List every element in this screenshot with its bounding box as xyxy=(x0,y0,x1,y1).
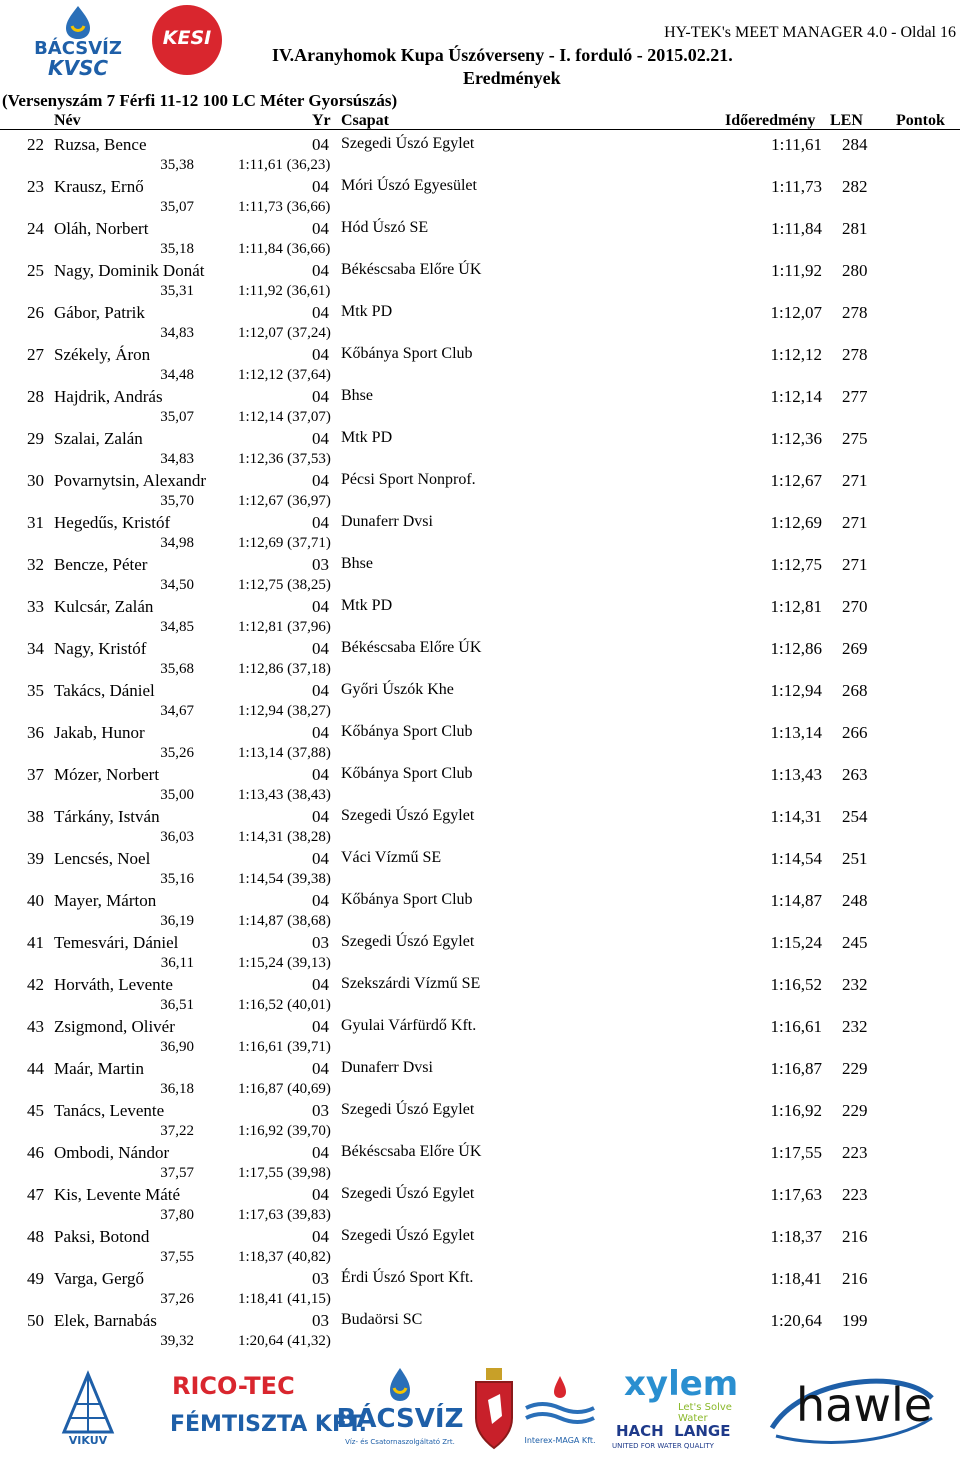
kvsc-wordmark: KVSC xyxy=(47,56,109,80)
final-time: 1:12,14 xyxy=(770,387,822,406)
birth-year: 04 xyxy=(312,1059,329,1078)
result-row xyxy=(0,1265,960,1307)
birth-year: 04 xyxy=(312,429,329,448)
place: 39 xyxy=(27,849,44,868)
place: 44 xyxy=(27,1059,44,1078)
split-100m: 1:16,52 (40,01) xyxy=(238,997,331,1013)
xylem-hach-lange-logo xyxy=(608,1364,758,1454)
kesi-wordmark: KESI xyxy=(162,27,212,49)
result-row xyxy=(0,887,960,929)
place: 50 xyxy=(27,1311,44,1330)
birth-year: 04 xyxy=(312,261,329,280)
split-50m: 35,07 xyxy=(160,199,194,215)
split-50m: 36,19 xyxy=(160,913,194,929)
place: 31 xyxy=(27,513,44,532)
team-name: Kőbánya Sport Club xyxy=(341,723,473,740)
team-name: Szegedi Úszó Egylet xyxy=(341,135,475,152)
team-name: Dunaferr Dvsi xyxy=(341,1059,433,1076)
birth-year: 03 xyxy=(312,1311,329,1330)
result-row xyxy=(0,1013,960,1055)
len-points: 284 xyxy=(842,135,868,154)
place: 40 xyxy=(27,891,44,910)
swimmer-name: Hajdrik, András xyxy=(54,387,163,406)
len-points: 229 xyxy=(842,1101,868,1120)
swimmer-name: Krausz, Ernő xyxy=(54,177,144,196)
software-page-label: HY-TEK's MEET MANAGER 4.0 - Oldal 16 xyxy=(664,24,956,41)
swimmer-name: Hegedűs, Kristóf xyxy=(54,513,171,532)
split-100m: 1:12,36 (37,53) xyxy=(238,451,331,467)
result-row xyxy=(0,971,960,1013)
swimmer-name: Mózer, Norbert xyxy=(54,765,160,784)
team-name: Bhse xyxy=(341,555,373,572)
final-time: 1:11,73 xyxy=(771,177,822,196)
rico-tec-logo xyxy=(140,1372,368,1452)
result-row xyxy=(0,425,960,467)
bacsviz-drop-icon xyxy=(330,1366,470,1406)
swimmer-name: Nagy, Dominik Donát xyxy=(54,261,205,280)
place: 25 xyxy=(27,261,44,280)
final-time: 1:13,43 xyxy=(770,765,822,784)
waves-drop-icon xyxy=(520,1372,600,1432)
col-header-time: Időeredmény xyxy=(725,112,816,129)
len-points: 275 xyxy=(842,429,868,448)
birth-year: 04 xyxy=(312,303,329,322)
birth-year: 04 xyxy=(312,219,329,238)
header-rule xyxy=(0,129,960,130)
final-time: 1:11,61 xyxy=(771,135,822,154)
xylem-wordmark: xylem xyxy=(624,1364,739,1404)
len-points: 281 xyxy=(842,219,868,238)
final-time: 1:14,87 xyxy=(770,891,822,910)
swimmer-name: Varga, Gergő xyxy=(54,1269,145,1288)
split-50m: 35,70 xyxy=(160,493,194,509)
len-points: 232 xyxy=(842,1017,868,1036)
len-points: 223 xyxy=(842,1143,868,1162)
result-row xyxy=(0,257,960,299)
final-time: 1:18,41 xyxy=(770,1269,822,1288)
hawle-logo xyxy=(762,1368,942,1452)
len-points: 254 xyxy=(842,807,868,826)
swimmer-name: Zsigmond, Olivér xyxy=(54,1017,175,1036)
len-points: 269 xyxy=(842,639,868,658)
split-50m: 34,83 xyxy=(160,451,194,467)
len-points: 248 xyxy=(842,891,868,910)
split-100m: 1:11,61 (36,23) xyxy=(238,157,331,173)
birth-year: 04 xyxy=(312,1227,329,1246)
split-50m: 37,26 xyxy=(160,1291,194,1307)
final-time: 1:12,75 xyxy=(770,555,822,574)
split-100m: 1:11,84 (36,66) xyxy=(238,241,331,257)
split-100m: 1:16,87 (40,69) xyxy=(238,1081,331,1097)
swimmer-name: Horváth, Levente xyxy=(54,975,173,994)
swimmer-name: Gábor, Patrik xyxy=(54,303,145,322)
birth-year: 04 xyxy=(312,723,329,742)
birth-year: 03 xyxy=(312,1101,329,1120)
split-100m: 1:12,81 (37,96) xyxy=(238,619,331,635)
final-time: 1:12,12 xyxy=(770,345,822,364)
final-time: 1:15,24 xyxy=(770,933,822,952)
len-points: 251 xyxy=(842,849,868,868)
split-50m: 34,85 xyxy=(160,619,194,635)
birth-year: 03 xyxy=(312,1269,329,1288)
xylem-tagline: Let's Solve Water xyxy=(678,1402,732,1424)
len-points: 263 xyxy=(842,765,868,784)
split-50m: 34,50 xyxy=(160,577,194,593)
split-50m: 35,26 xyxy=(160,745,194,761)
final-time: 1:12,81 xyxy=(770,597,822,616)
vikuv-logo xyxy=(58,1370,118,1450)
final-time: 1:14,31 xyxy=(770,807,822,826)
result-row xyxy=(0,1181,960,1223)
final-time: 1:11,84 xyxy=(771,219,822,238)
split-100m: 1:11,92 (36,61) xyxy=(238,283,331,299)
col-header-len: LEN xyxy=(830,112,863,129)
result-row xyxy=(0,1139,960,1181)
split-100m: 1:12,12 (37,64) xyxy=(238,367,331,383)
birth-year: 04 xyxy=(312,807,329,826)
len-points: 271 xyxy=(842,513,868,532)
birth-year: 04 xyxy=(312,513,329,532)
result-row xyxy=(0,383,960,425)
final-time: 1:12,07 xyxy=(770,303,822,322)
hach-lange-wordmark: HACH LANGE xyxy=(616,1422,731,1440)
swimmer-name: Szalai, Zalán xyxy=(54,429,143,448)
place: 34 xyxy=(27,639,44,658)
team-name: Dunaferr Dvsi xyxy=(341,513,433,530)
final-time: 1:16,61 xyxy=(770,1017,822,1036)
split-50m: 36,18 xyxy=(160,1081,194,1097)
place: 33 xyxy=(27,597,44,616)
result-row xyxy=(0,845,960,887)
split-50m: 35,31 xyxy=(160,283,194,299)
team-name: Békéscsaba Előre ÚK xyxy=(341,639,482,656)
split-50m: 35,68 xyxy=(160,661,194,677)
team-name: Érdi Úszó Sport Kft. xyxy=(341,1269,474,1286)
swimmer-name: Takács, Dániel xyxy=(54,681,155,700)
team-name: Mtk PD xyxy=(341,597,393,614)
bacsviz-zrt-tagline: Víz- és Csatornaszolgáltató Zrt. xyxy=(345,1438,455,1446)
birth-year: 04 xyxy=(312,975,329,994)
len-points: 216 xyxy=(842,1269,868,1288)
crest-logo xyxy=(472,1366,516,1452)
final-time: 1:16,92 xyxy=(770,1101,822,1120)
swimmer-name: Jakab, Hunor xyxy=(54,723,145,742)
kesi-logo xyxy=(152,5,222,75)
len-points: 268 xyxy=(842,681,868,700)
split-50m: 36,03 xyxy=(160,829,194,845)
team-name: Hód Úszó SE xyxy=(341,219,429,236)
birth-year: 04 xyxy=(312,1185,329,1204)
place: 37 xyxy=(27,765,44,784)
len-points: 232 xyxy=(842,975,868,994)
final-time: 1:12,69 xyxy=(770,513,822,532)
bacsviz-zrt-wordmark: BÁCSVÍZ xyxy=(336,1404,464,1434)
birth-year: 04 xyxy=(312,597,329,616)
len-points: 216 xyxy=(842,1227,868,1246)
interex-wordmark: Interex-MAGA Kft. xyxy=(524,1436,596,1445)
result-row xyxy=(0,929,960,971)
team-name: Győri Úszók Khe xyxy=(341,681,454,698)
place: 27 xyxy=(27,345,44,364)
final-time: 1:17,63 xyxy=(770,1185,822,1204)
split-50m: 35,18 xyxy=(160,241,194,257)
len-points: 245 xyxy=(842,933,868,952)
result-row xyxy=(0,635,960,677)
team-name: Békéscsaba Előre ÚK xyxy=(341,1143,482,1160)
rico-tec-wordmark: RICO-TEC xyxy=(172,1372,295,1400)
result-row xyxy=(0,215,960,257)
place: 43 xyxy=(27,1017,44,1036)
split-50m: 35,07 xyxy=(160,409,194,425)
team-name: Szegedi Úszó Egylet xyxy=(341,1185,475,1202)
split-100m: 1:12,75 (38,25) xyxy=(238,577,331,593)
place: 23 xyxy=(27,177,44,196)
swimmer-name: Lencsés, Noel xyxy=(54,849,151,868)
col-header-points: Pontok xyxy=(896,112,945,129)
split-50m: 36,11 xyxy=(160,955,194,971)
swimmer-name: Kis, Levente Máté xyxy=(54,1185,181,1204)
len-points: 277 xyxy=(842,387,868,406)
result-row xyxy=(0,593,960,635)
femtiszta-wordmark: FÉMTISZTA KFT. xyxy=(170,1412,368,1437)
result-row xyxy=(0,719,960,761)
team-name: Mtk PD xyxy=(341,303,393,320)
swimmer-name: Temesvári, Dániel xyxy=(54,933,179,952)
swimmer-name: Elek, Barnabás xyxy=(54,1311,157,1330)
team-name: Budaörsi SC xyxy=(341,1311,423,1328)
place: 41 xyxy=(27,933,44,952)
team-name: Gyulai Várfürdő Kft. xyxy=(341,1017,477,1034)
birth-year: 04 xyxy=(312,135,329,154)
result-row xyxy=(0,509,960,551)
split-50m: 34,98 xyxy=(160,535,194,551)
bacsviz-zrt-logo xyxy=(330,1366,470,1452)
split-50m: 36,51 xyxy=(160,997,194,1013)
col-header-name: Név xyxy=(54,112,81,129)
swimmer-name: Tanács, Levente xyxy=(54,1101,165,1120)
place: 30 xyxy=(27,471,44,490)
split-100m: 1:16,61 (39,71) xyxy=(238,1039,331,1055)
hawle-wordmark: hawle xyxy=(796,1378,933,1432)
split-50m: 35,38 xyxy=(160,157,194,173)
split-100m: 1:16,92 (39,70) xyxy=(238,1123,331,1139)
split-100m: 1:12,69 (37,71) xyxy=(238,535,331,551)
result-row xyxy=(0,677,960,719)
birth-year: 04 xyxy=(312,471,329,490)
result-row xyxy=(0,131,960,173)
team-name: Kőbánya Sport Club xyxy=(341,765,473,782)
split-50m: 37,55 xyxy=(160,1249,194,1265)
birth-year: 04 xyxy=(312,345,329,364)
birth-year: 04 xyxy=(312,177,329,196)
birth-year: 03 xyxy=(312,933,329,952)
team-name: Szekszárdi Vízmű SE xyxy=(341,975,481,992)
len-points: 271 xyxy=(842,555,868,574)
team-name: Szegedi Úszó Egylet xyxy=(341,1227,475,1244)
place: 46 xyxy=(27,1143,44,1162)
swimmer-name: Bencze, Péter xyxy=(54,555,148,574)
len-points: 280 xyxy=(842,261,868,280)
birth-year: 04 xyxy=(312,1143,329,1162)
split-100m: 1:12,86 (37,18) xyxy=(238,661,331,677)
final-time: 1:13,14 xyxy=(770,723,822,742)
final-time: 1:11,92 xyxy=(771,261,822,280)
results-subtitle: Eredmények xyxy=(463,68,561,88)
swimmer-name: Székely, Áron xyxy=(54,345,151,364)
team-name: Szegedi Úszó Egylet xyxy=(341,1101,475,1118)
split-50m: 39,32 xyxy=(160,1333,194,1349)
split-50m: 34,48 xyxy=(160,367,194,383)
event-title: (Versenyszám 7 Férfi 11-12 100 LC Méter Gyorsúszás) xyxy=(2,91,398,110)
team-name: Bhse xyxy=(341,387,373,404)
place: 49 xyxy=(27,1269,44,1288)
team-name: Mtk PD xyxy=(341,429,393,446)
split-50m: 37,80 xyxy=(160,1207,194,1223)
team-name: Móri Úszó Egyesület xyxy=(341,177,477,194)
split-50m: 35,00 xyxy=(160,787,194,803)
swimmer-name: Nagy, Kristóf xyxy=(54,639,147,658)
result-row xyxy=(0,173,960,215)
split-100m: 1:14,31 (38,28) xyxy=(238,829,331,845)
birth-year: 04 xyxy=(312,765,329,784)
split-50m: 34,83 xyxy=(160,325,194,341)
split-100m: 1:14,54 (39,38) xyxy=(238,871,331,887)
col-header-team: Csapat xyxy=(341,112,390,129)
team-name: Békéscsaba Előre ÚK xyxy=(341,261,482,278)
place: 42 xyxy=(27,975,44,994)
place: 45 xyxy=(27,1101,44,1120)
swimmer-name: Maár, Martin xyxy=(54,1059,144,1078)
final-time: 1:12,94 xyxy=(770,681,822,700)
swimmer-name: Paksi, Botond xyxy=(54,1227,150,1246)
result-row xyxy=(0,803,960,845)
place: 47 xyxy=(27,1185,44,1204)
split-100m: 1:13,14 (37,88) xyxy=(238,745,331,761)
meet-title: IV.Aranyhomok Kupa Úszóverseny - I. forduló - 2015.02.21. xyxy=(272,45,733,65)
swimmer-name: Kulcsár, Zalán xyxy=(54,597,154,616)
swimmer-name: Ruzsa, Bence xyxy=(54,135,147,154)
split-50m: 35,16 xyxy=(160,871,194,887)
split-100m: 1:20,64 (41,32) xyxy=(238,1333,331,1349)
final-time: 1:20,64 xyxy=(770,1311,822,1330)
final-time: 1:14,54 xyxy=(770,849,822,868)
birth-year: 04 xyxy=(312,387,329,406)
birth-year: 04 xyxy=(312,1017,329,1036)
len-points: 199 xyxy=(842,1311,868,1330)
place: 36 xyxy=(27,723,44,742)
swimmer-name: Povarnytsin, Alexandr xyxy=(54,471,207,490)
split-50m: 37,22 xyxy=(160,1123,194,1139)
final-time: 1:18,37 xyxy=(770,1227,822,1246)
team-name: Kőbánya Sport Club xyxy=(341,891,473,908)
result-row xyxy=(0,1223,960,1265)
swimmer-name: Ombodi, Nándor xyxy=(54,1143,170,1162)
split-100m: 1:18,41 (41,15) xyxy=(238,1291,331,1307)
team-name: Szegedi Úszó Egylet xyxy=(341,807,475,824)
team-name: Szegedi Úszó Egylet xyxy=(341,933,475,950)
col-header-yr: Yr xyxy=(312,112,331,129)
place: 32 xyxy=(27,555,44,574)
split-100m: 1:14,87 (38,68) xyxy=(238,913,331,929)
split-100m: 1:15,24 (39,13) xyxy=(238,955,331,971)
split-100m: 1:17,55 (39,98) xyxy=(238,1165,331,1181)
birth-year: 04 xyxy=(312,681,329,700)
split-100m: 1:12,14 (37,07) xyxy=(238,409,331,425)
result-row xyxy=(0,299,960,341)
place: 22 xyxy=(27,135,44,154)
vikuv-wordmark: VIKUV xyxy=(68,1434,108,1447)
split-100m: 1:17,63 (39,83) xyxy=(238,1207,331,1223)
team-name: Pécsi Sport Nonprof. xyxy=(341,471,476,488)
split-100m: 1:18,37 (40,82) xyxy=(238,1249,331,1265)
interex-logo xyxy=(520,1372,600,1452)
swimmer-name: Oláh, Norbert xyxy=(54,219,149,238)
place: 38 xyxy=(27,807,44,826)
team-name: Váci Vízmű SE xyxy=(341,849,442,866)
coat-of-arms-icon xyxy=(472,1366,516,1452)
final-time: 1:12,67 xyxy=(770,471,822,490)
place: 29 xyxy=(27,429,44,448)
split-100m: 1:12,94 (38,27) xyxy=(238,703,331,719)
bacsviz-wordmark: BÁCSVÍZ xyxy=(34,38,122,59)
result-row xyxy=(0,467,960,509)
result-row xyxy=(0,551,960,593)
result-row xyxy=(0,1055,960,1097)
split-50m: 37,57 xyxy=(160,1165,194,1181)
len-points: 278 xyxy=(842,345,868,364)
final-time: 1:16,52 xyxy=(770,975,822,994)
len-points: 282 xyxy=(842,177,868,196)
split-100m: 1:11,73 (36,66) xyxy=(238,199,331,215)
birth-year: 04 xyxy=(312,849,329,868)
len-points: 223 xyxy=(842,1185,868,1204)
result-row xyxy=(0,1097,960,1139)
place: 26 xyxy=(27,303,44,322)
place: 35 xyxy=(27,681,44,700)
len-points: 278 xyxy=(842,303,868,322)
split-100m: 1:12,07 (37,24) xyxy=(238,325,331,341)
final-time: 1:17,55 xyxy=(770,1143,822,1162)
place: 24 xyxy=(27,219,44,238)
team-name: Kőbánya Sport Club xyxy=(341,345,473,362)
split-50m: 34,67 xyxy=(160,703,194,719)
split-100m: 1:12,67 (36,97) xyxy=(238,493,331,509)
place: 48 xyxy=(27,1227,44,1246)
split-50m: 36,90 xyxy=(160,1039,194,1055)
len-points: 270 xyxy=(842,597,868,616)
place: 28 xyxy=(27,387,44,406)
result-row xyxy=(0,341,960,383)
len-points: 229 xyxy=(842,1059,868,1078)
split-100m: 1:13,43 (38,43) xyxy=(238,787,331,803)
swimmer-name: Mayer, Márton xyxy=(54,891,157,910)
final-time: 1:12,86 xyxy=(770,639,822,658)
result-row xyxy=(0,1307,960,1349)
bacsviz-kvsc-logo xyxy=(26,2,130,78)
hach-lange-tagline: UNITED FOR WATER QUALITY xyxy=(612,1442,714,1450)
birth-year: 04 xyxy=(312,639,329,658)
len-points: 266 xyxy=(842,723,868,742)
result-row xyxy=(0,761,960,803)
birth-year: 04 xyxy=(312,891,329,910)
swimmer-name: Tárkány, István xyxy=(54,807,160,826)
final-time: 1:16,87 xyxy=(770,1059,822,1078)
len-points: 271 xyxy=(842,471,868,490)
birth-year: 03 xyxy=(312,555,329,574)
final-time: 1:12,36 xyxy=(770,429,822,448)
